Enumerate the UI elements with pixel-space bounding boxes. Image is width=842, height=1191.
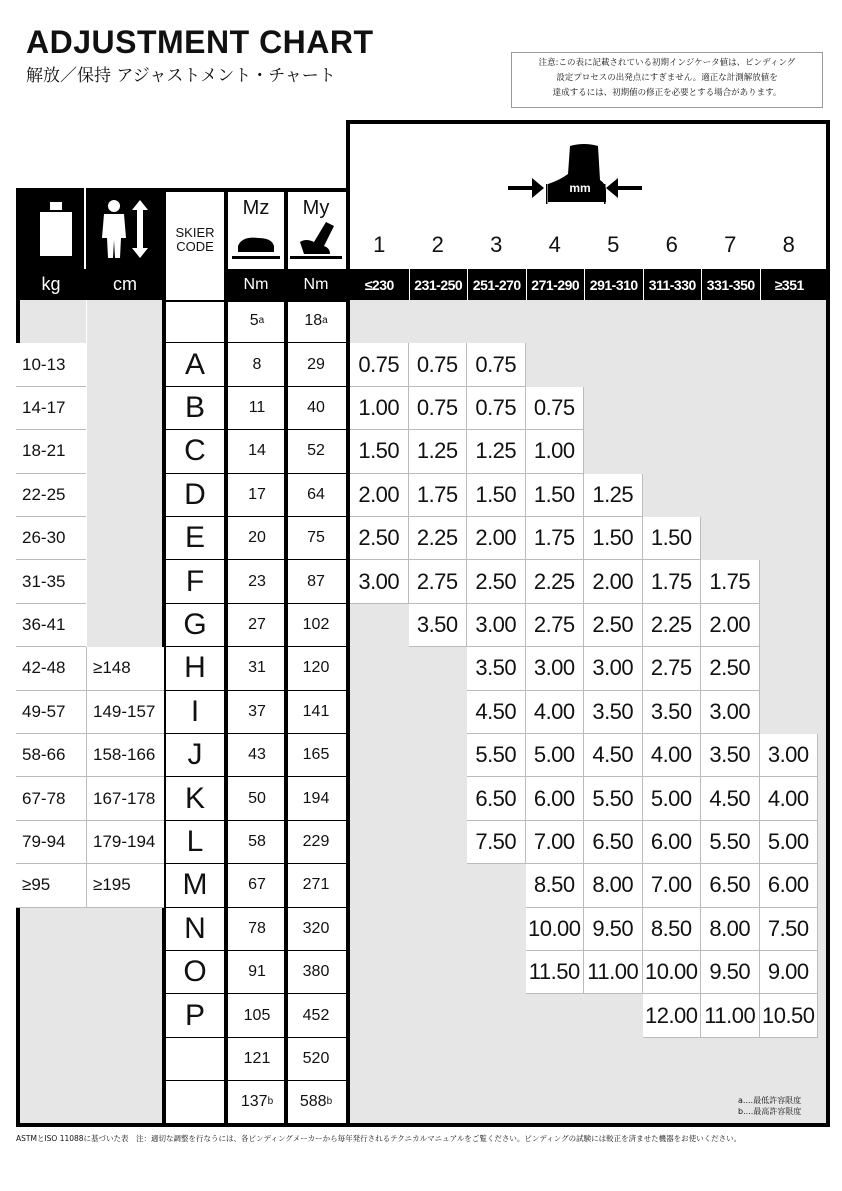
weight-range-cell: 10-13 bbox=[16, 343, 86, 386]
sole-column-number: 2 bbox=[431, 232, 444, 257]
mz-torque-cell bbox=[228, 430, 286, 473]
din-setting-cell: 1.75 bbox=[643, 560, 702, 603]
sole-length-range: 271-290 bbox=[526, 269, 585, 300]
din-setting-cell: 2.00 bbox=[350, 474, 409, 517]
sole-column-number: 8 bbox=[782, 232, 795, 257]
din-setting-cell: 4.50 bbox=[467, 691, 526, 734]
mz-torque-cell bbox=[228, 691, 286, 734]
my-value: 165 bbox=[302, 746, 330, 764]
weight-range-cell: 67-78 bbox=[16, 777, 86, 820]
disclaimer-note bbox=[511, 52, 823, 108]
din-setting-cell: 1.25 bbox=[467, 430, 526, 473]
my-value: 120 bbox=[302, 659, 330, 677]
weight-range-cell: ≥95 bbox=[16, 864, 86, 907]
din-setting-cell: 6.50 bbox=[467, 777, 526, 820]
din-setting-cell: 9.50 bbox=[584, 908, 643, 951]
din-setting-cell: 2.00 bbox=[467, 517, 526, 560]
din-setting-cell: 2.75 bbox=[526, 604, 585, 647]
sole-length-range: ≥351 bbox=[760, 269, 819, 300]
din-setting-cell: 1.50 bbox=[643, 517, 702, 560]
din-setting-cell: 2.00 bbox=[701, 604, 760, 647]
din-setting-cell: 1.00 bbox=[526, 430, 585, 473]
my-torque-cell bbox=[286, 951, 346, 994]
din-setting-cell: 6.50 bbox=[584, 821, 643, 864]
weight-range-cell: 22-25 bbox=[16, 474, 86, 517]
skier-code-cell: P bbox=[166, 994, 224, 1037]
my-value: 320 bbox=[302, 919, 330, 937]
din-setting-cell: 3.00 bbox=[760, 734, 819, 777]
my-value: 380 bbox=[302, 963, 330, 981]
mz-torque-cell bbox=[228, 777, 286, 820]
din-setting-cell: 1.50 bbox=[584, 517, 643, 560]
my-torque-cell bbox=[286, 821, 346, 864]
mz-torque-cell bbox=[228, 387, 286, 430]
din-setting-cell: 3.00 bbox=[701, 691, 760, 734]
din-setting-cell: 7.50 bbox=[760, 908, 819, 951]
mz-torque-cell: 137 b bbox=[228, 1081, 286, 1124]
din-setting-cell: 0.75 bbox=[467, 387, 526, 430]
din-setting-cell: 4.00 bbox=[760, 777, 819, 820]
sole-length-range: 231-250 bbox=[409, 269, 468, 300]
din-setting-cell: 10.00 bbox=[643, 951, 702, 994]
din-setting-cell: 6.00 bbox=[760, 864, 819, 907]
mz-torque-cell bbox=[228, 734, 286, 777]
my-torque-cell: 18 a bbox=[286, 300, 346, 343]
height-range-cell: 149-157 bbox=[86, 691, 164, 734]
sole-column-number: 6 bbox=[665, 232, 678, 257]
mz-value: 20 bbox=[248, 529, 266, 547]
mz-value: 78 bbox=[248, 919, 266, 937]
weight-range-cell: 31-35 bbox=[16, 560, 86, 603]
mz-torque-cell bbox=[228, 517, 286, 560]
skier-code-cell: E bbox=[166, 517, 224, 560]
mz-torque-cell bbox=[228, 604, 286, 647]
mz-value: 5 bbox=[249, 312, 259, 330]
footer-note: ASTMとISO 11088に基づいた表 注：適切な調整を行なうには、各ビンディングメーカーから毎年発行されるテクニカルマニュアルをご覧ください。ビンディングの試験には較正を済ませた機器をお使いください。 bbox=[16, 1134, 742, 1143]
din-setting-cell: 4.50 bbox=[584, 734, 643, 777]
din-setting-cell: 1.50 bbox=[350, 430, 409, 473]
din-setting-cell: 4.00 bbox=[643, 734, 702, 777]
my-value: 452 bbox=[302, 1006, 330, 1024]
mz-value: 23 bbox=[248, 572, 266, 590]
skier-code-cell: L bbox=[166, 821, 224, 864]
sole-length-range: 291-310 bbox=[584, 269, 643, 300]
din-setting-cell: 7.00 bbox=[643, 864, 702, 907]
skier-code-cell: G bbox=[166, 604, 224, 647]
mz-value: 137 bbox=[240, 1093, 268, 1111]
skier-code-cell: K bbox=[166, 777, 224, 820]
height-person-icon bbox=[94, 198, 154, 260]
mz-value: 11 bbox=[248, 398, 266, 416]
header-rule bbox=[164, 300, 350, 302]
mz-value: 50 bbox=[248, 789, 266, 807]
weight-range-cell: 79-94 bbox=[16, 821, 86, 864]
skier-code-cell: N bbox=[166, 908, 224, 951]
din-setting-cell: 1.25 bbox=[409, 430, 468, 473]
heel-binding-icon bbox=[290, 220, 342, 262]
din-setting-cell: 5.00 bbox=[760, 821, 819, 864]
din-setting-cell: 0.75 bbox=[526, 387, 585, 430]
my-value: 141 bbox=[302, 702, 330, 720]
mz-torque-cell: 5 a bbox=[228, 300, 286, 343]
din-setting-cell: 7.50 bbox=[467, 821, 526, 864]
skier-code-cell: I bbox=[166, 691, 224, 734]
mz-torque-cell bbox=[228, 647, 286, 690]
din-setting-cell: 2.75 bbox=[409, 560, 468, 603]
my-label: My bbox=[302, 196, 330, 219]
mz-torque-cell bbox=[228, 560, 286, 603]
boot-unit-label: mm bbox=[569, 181, 591, 195]
my-torque-cell bbox=[286, 691, 346, 734]
mz-torque-cell bbox=[228, 864, 286, 907]
din-setting-cell: 3.00 bbox=[350, 560, 409, 603]
my-torque-cell bbox=[286, 908, 346, 951]
my-torque-cell bbox=[286, 517, 346, 560]
din-setting-cell: 6.50 bbox=[701, 864, 760, 907]
din-setting-cell: 6.00 bbox=[526, 777, 585, 820]
my-value: 102 bbox=[302, 615, 330, 633]
din-setting-cell: 5.00 bbox=[526, 734, 585, 777]
skier-code-cell: A bbox=[166, 343, 224, 386]
din-setting-cell: 10.00 bbox=[526, 908, 585, 951]
note-line: 設定プロセスの出発点にすぎません。適正な計測解放値を bbox=[556, 73, 778, 83]
height-range-cell: 167-178 bbox=[86, 777, 164, 820]
din-setting-cell: 2.75 bbox=[643, 647, 702, 690]
weight-unit-label: kg bbox=[16, 269, 86, 300]
din-setting-cell: 1.00 bbox=[350, 387, 409, 430]
my-value: 29 bbox=[307, 355, 325, 373]
sole-column-number: 4 bbox=[548, 232, 561, 257]
din-setting-cell: 11.00 bbox=[584, 951, 643, 994]
din-setting-cell: 5.00 bbox=[643, 777, 702, 820]
mz-value: 31 bbox=[248, 659, 266, 677]
skier-code-cell bbox=[166, 1038, 224, 1081]
skier-code-cell: J bbox=[166, 734, 224, 777]
din-setting-cell: 8.00 bbox=[584, 864, 643, 907]
sole-column-number: 5 bbox=[607, 232, 620, 257]
mz-torque-cell bbox=[228, 951, 286, 994]
din-setting-cell: 0.75 bbox=[409, 343, 468, 386]
sole-length-range: 251-270 bbox=[467, 269, 526, 300]
skier-code-cell: F bbox=[166, 560, 224, 603]
weight-icon bbox=[36, 200, 76, 258]
mz-value: 43 bbox=[248, 746, 266, 764]
skier-code-cell: M bbox=[166, 864, 224, 907]
skier-code-cell bbox=[166, 300, 224, 343]
mz-value: 37 bbox=[248, 702, 266, 720]
note-line: 注意:この表に記載されている初期インジケータ値は、ビンディング bbox=[538, 58, 796, 68]
weight-range-cell: 42-48 bbox=[16, 647, 86, 690]
my-value: 588 bbox=[299, 1093, 327, 1111]
my-torque-cell bbox=[286, 343, 346, 386]
din-setting-cell: 12.00 bbox=[643, 994, 702, 1037]
skier-code-cell: B bbox=[166, 387, 224, 430]
note-line: 達成するには、初期値の修正を必要とする場合があります。 bbox=[552, 88, 782, 98]
torque-border-right bbox=[346, 188, 350, 1127]
din-setting-cell: 11.50 bbox=[526, 951, 585, 994]
din-setting-cell: 0.75 bbox=[467, 343, 526, 386]
skier-code-cell: C bbox=[166, 430, 224, 473]
mz-value: 8 bbox=[252, 355, 262, 373]
my-value: 87 bbox=[307, 572, 325, 590]
mz-value: 17 bbox=[248, 485, 266, 503]
my-torque-cell bbox=[286, 647, 346, 690]
din-setting-cell: 10.50 bbox=[760, 994, 819, 1037]
din-setting-cell: 11.00 bbox=[701, 994, 760, 1037]
weight-range-cell: 49-57 bbox=[16, 691, 86, 734]
my-torque-cell bbox=[286, 604, 346, 647]
din-setting-cell: 2.25 bbox=[643, 604, 702, 647]
my-value: 520 bbox=[302, 1049, 330, 1067]
my-torque-cell bbox=[286, 864, 346, 907]
mz-torque-cell bbox=[228, 994, 286, 1037]
weight-range-cell: 14-17 bbox=[16, 387, 86, 430]
din-setting-cell: 3.50 bbox=[584, 691, 643, 734]
sole-length-range: 311-330 bbox=[643, 269, 702, 300]
my-torque-cell bbox=[286, 387, 346, 430]
sole-length-range: 331-350 bbox=[701, 269, 760, 300]
my-torque-cell: 588 b bbox=[286, 1081, 346, 1124]
my-torque-cell bbox=[286, 734, 346, 777]
my-unit-label: Nm bbox=[286, 269, 346, 300]
my-value: 52 bbox=[307, 442, 325, 460]
skier-code-label-line: CODE bbox=[176, 239, 214, 254]
din-setting-cell: 8.50 bbox=[643, 908, 702, 951]
top-rule bbox=[164, 188, 350, 192]
din-setting-cell: 8.50 bbox=[526, 864, 585, 907]
din-setting-cell: 1.25 bbox=[584, 474, 643, 517]
din-setting-cell: 2.50 bbox=[584, 604, 643, 647]
din-setting-cell: 2.50 bbox=[350, 517, 409, 560]
my-value: 229 bbox=[302, 832, 330, 850]
my-value: 64 bbox=[307, 485, 325, 503]
din-setting-cell: 8.00 bbox=[701, 908, 760, 951]
din-setting-cell: 3.00 bbox=[584, 647, 643, 690]
din-setting-cell: 6.00 bbox=[643, 821, 702, 864]
height-range-cell: 179-194 bbox=[86, 821, 164, 864]
height-range-cell: ≥148 bbox=[86, 647, 164, 690]
sole-column-number: 3 bbox=[490, 232, 503, 257]
mz-torque-cell bbox=[228, 821, 286, 864]
din-setting-cell: 2.25 bbox=[409, 517, 468, 560]
page-title: ADJUSTMENT CHART bbox=[26, 24, 374, 60]
my-torque-cell bbox=[286, 430, 346, 473]
mz-torque-cell bbox=[228, 343, 286, 386]
mz-value: 58 bbox=[248, 832, 266, 850]
mz-value: 27 bbox=[248, 615, 266, 633]
din-setting-cell: 0.75 bbox=[350, 343, 409, 386]
din-setting-cell: 3.50 bbox=[409, 604, 468, 647]
my-value: 271 bbox=[302, 876, 330, 894]
mz-value: 91 bbox=[248, 963, 266, 981]
my-torque-cell bbox=[286, 777, 346, 820]
skier-code-cell bbox=[166, 1081, 224, 1124]
din-setting-cell: 9.00 bbox=[760, 951, 819, 994]
din-setting-cell: 3.50 bbox=[467, 647, 526, 690]
din-setting-cell: 4.00 bbox=[526, 691, 585, 734]
din-setting-cell: 0.75 bbox=[409, 387, 468, 430]
din-setting-cell: 1.75 bbox=[526, 517, 585, 560]
mz-torque-cell bbox=[228, 474, 286, 517]
skier-code-cell: H bbox=[166, 647, 224, 690]
sole-column-number: 1 bbox=[373, 232, 386, 257]
din-setting-cell: 2.50 bbox=[701, 647, 760, 690]
my-torque-cell bbox=[286, 1038, 346, 1081]
din-setting-cell: 2.50 bbox=[467, 560, 526, 603]
my-torque-cell bbox=[286, 560, 346, 603]
my-value: 75 bbox=[307, 529, 325, 547]
page-subtitle: 解放／保持 アジャストメント・チャート bbox=[26, 66, 336, 86]
sole-length-range: ≤230 bbox=[350, 269, 409, 300]
din-setting-cell: 1.50 bbox=[467, 474, 526, 517]
skier-code-label-line: SKIER bbox=[175, 225, 215, 240]
my-value: 40 bbox=[307, 398, 325, 416]
din-setting-cell: 4.50 bbox=[701, 777, 760, 820]
skier-code-cell: O bbox=[166, 951, 224, 994]
mz-torque-cell bbox=[228, 908, 286, 951]
din-setting-cell: 5.50 bbox=[584, 777, 643, 820]
skier-code-cell: D bbox=[166, 474, 224, 517]
din-setting-cell: 9.50 bbox=[701, 951, 760, 994]
din-setting-cell: 1.50 bbox=[526, 474, 585, 517]
my-value: 194 bbox=[302, 789, 330, 807]
height-range-cell: ≥195 bbox=[86, 864, 164, 907]
din-setting-cell: 3.50 bbox=[643, 691, 702, 734]
weight-range-cell: 18-21 bbox=[16, 430, 86, 473]
din-setting-cell: 2.00 bbox=[584, 560, 643, 603]
boot-sole-icon bbox=[508, 140, 642, 210]
legend-a: a....最低許容限度 bbox=[738, 1096, 802, 1105]
height-unit-label: cm bbox=[86, 269, 164, 300]
toe-binding-icon bbox=[232, 232, 280, 262]
mz-torque-cell bbox=[228, 1038, 286, 1081]
mz-value: 67 bbox=[248, 876, 266, 894]
mz-label: Mz bbox=[242, 196, 270, 219]
height-range-cell: 158-166 bbox=[86, 734, 164, 777]
din-setting-cell: 5.50 bbox=[701, 821, 760, 864]
weight-range-cell: 26-30 bbox=[16, 517, 86, 560]
mz-value: 121 bbox=[243, 1049, 271, 1067]
din-setting-cell: 3.50 bbox=[701, 734, 760, 777]
mz-value: 105 bbox=[243, 1006, 271, 1024]
din-setting-cell: 3.00 bbox=[526, 647, 585, 690]
mz-value: 14 bbox=[248, 442, 266, 460]
din-setting-cell: 7.00 bbox=[526, 821, 585, 864]
legend bbox=[738, 1095, 801, 1117]
mz-unit-label: Nm bbox=[226, 269, 286, 300]
skier-code-label bbox=[166, 215, 224, 265]
my-torque-cell bbox=[286, 474, 346, 517]
legend-b: b....最高許容限度 bbox=[738, 1107, 802, 1116]
weight-range-cell: 58-66 bbox=[16, 734, 86, 777]
my-value: 18 bbox=[304, 312, 323, 330]
din-setting-cell: 5.50 bbox=[467, 734, 526, 777]
din-setting-cell: 3.00 bbox=[467, 604, 526, 647]
din-setting-cell: 1.75 bbox=[409, 474, 468, 517]
sole-column-number: 7 bbox=[724, 232, 737, 257]
my-torque-cell bbox=[286, 994, 346, 1037]
din-setting-cell: 2.25 bbox=[526, 560, 585, 603]
weight-range-cell: 36-41 bbox=[16, 604, 86, 647]
din-setting-cell: 1.75 bbox=[701, 560, 760, 603]
